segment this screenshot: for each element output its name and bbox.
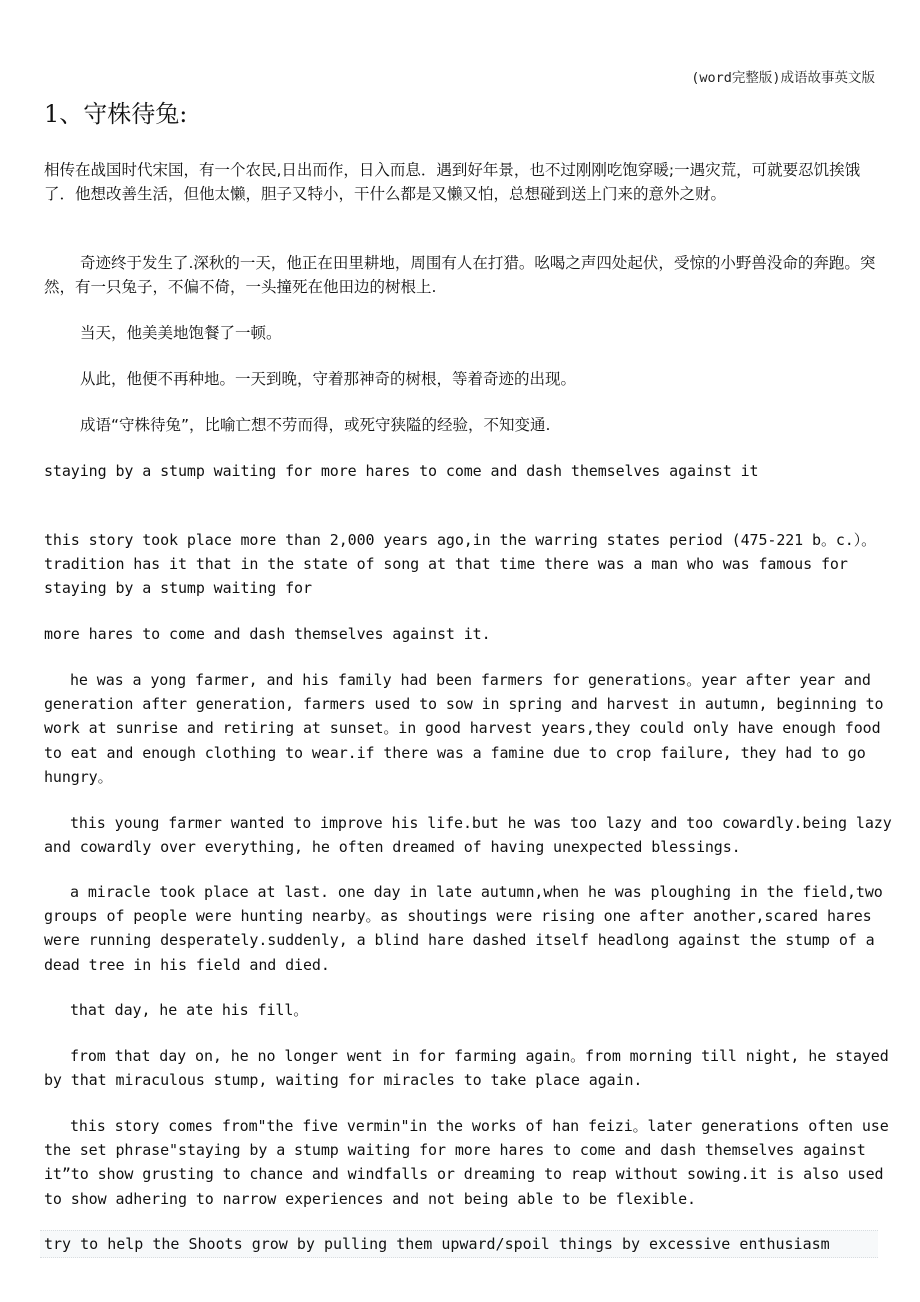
chinese-paragraph-3: 当天，他美美地饱餐了一顿。 [80,324,282,342]
english-paragraph-4: this young farmer wanted to improve his life.but he was too lazy and too cowardly.being lazy and cowardly over everything, he often dreamed of having unexpected blessings. [44,814,892,857]
english-paragraph-7: from that day on, he no longer went in for farming again。from morning till night, he stayed by that miraculous stump, waiting for miracles to take place again. [44,1047,889,1090]
english-paragraph-5: a miracle took place at last. one day in late autumn,when he was ploughing in the field,two groups of people were hunting nearby。as shoutings were rising one after another,scared hares were running desperately.suddenly, a blind hare dashed itself headlong against the stump of a dead tree in his field and died. [44,883,883,974]
english-idiom-translation: staying by a stump waiting for more hares to come and dash themselves against it [44,462,759,480]
next-idiom-heading: try to help the Shoots grow by pulling them upward/spoil things by excessive enthusiasm [44,1235,830,1253]
header-note: (word完整版)成语故事英文版 [691,70,875,86]
chinese-paragraph-5: 成语“守株待兔”，比喻亡想不劳而得，或死守狭隘的经验，不知变通. [80,416,551,434]
english-paragraph-6: that day, he ate his fill。 [70,1001,309,1019]
chinese-paragraph-1: 相传在战国时代宋国，有一个农民,日出而作，日入而息．遇到好年景，也不过刚刚吃饱穿暖;一遇灾荒，可就要忍饥挨饿了．他想改善生活，但他太懒，胆子又特小，干什么都是又懒又怕，总想碰到送上门来的意外之财。 [44,161,861,203]
english-paragraph-3: he was a yong farmer, and his family had been farmers for generations。year after year and generation after generation, farmers used to sow in spring and harvest in autumn, beginning to work at sunrise and retiring at sunset。in good harvest years,they could only have enough food to eat and enough clothing to wear.if there was a famine due to crop failure, they had to go hungry。 [44,671,884,786]
english-paragraph-1: this story took place more than 2,000 years ago,in the warring states period (475-221 b。c.）。tradition has it that in the state of song at that time there was a man who was famous for staying by a stump waiting for [44,531,877,598]
story-title: 1、守株待兔: [44,100,188,128]
english-paragraph-2: more hares to come and dash themselves against it. [44,625,491,643]
chinese-paragraph-2: 奇迹终于发生了.深秋的一天，他正在田里耕地，周围有人在打猎。吆喝之声四处起伏，受惊的小野兽没命的奔跑。突然，有一只兔子，不偏不倚，一头撞死在他田边的树根上. [44,254,876,296]
chinese-paragraph-4: 从此，他便不再种地。一天到晚，守着那神奇的树根，等着奇迹的出现。 [80,370,577,388]
english-paragraph-8: this story comes from"the five vermin"in the works of han feizi。later generations often use the set phrase"staying by a stump waiting for more hares to come and dash themselves against it”to show grusting to chance and windfalls or dreaming to reap without sowing.it is also used to show adhering to narrow experiences and not being able to be flexible. [44,1117,889,1208]
